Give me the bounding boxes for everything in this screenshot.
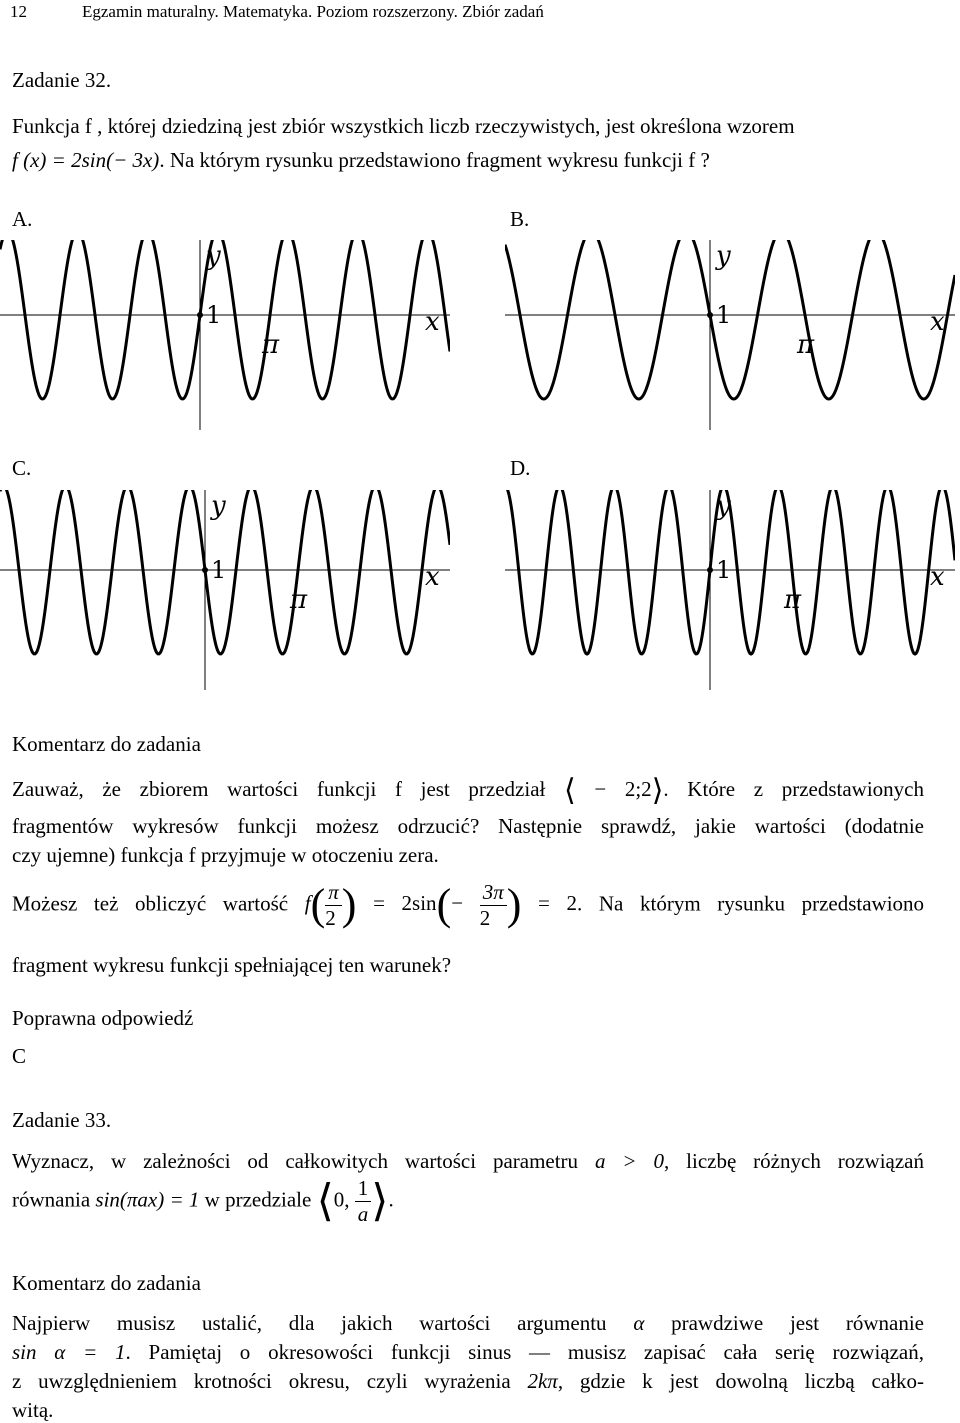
- interval-intro: w przedziale: [204, 1187, 312, 1212]
- pi-label: π: [797, 330, 815, 360]
- unit-label: 1: [206, 301, 222, 329]
- equation: sin(πax) = 1: [95, 1187, 200, 1212]
- unit-dot: [707, 567, 713, 573]
- y-axis-label: y: [206, 241, 221, 271]
- comment-text-b: , gdzie k jest dowolną liczbą całko-: [557, 1369, 924, 1393]
- result: = 2: [538, 891, 578, 916]
- graph-c: [0, 490, 450, 690]
- frac1-den: 2: [325, 906, 336, 930]
- comment-text: z uwzględnieniem krotności okresu, czyli wyrażenia: [12, 1369, 511, 1393]
- interval-frac-den: a: [357, 1202, 369, 1226]
- task-32-answer: C: [12, 1044, 27, 1068]
- pi-label: π: [784, 585, 802, 615]
- condition: a > 0: [594, 1149, 664, 1173]
- option-b-label: B.: [510, 207, 530, 231]
- task-32-comment-line-3: czy ujemne) funkcja f przyjmuje w otoczeniu zera.: [12, 843, 439, 867]
- f-symbol: f: [304, 891, 311, 916]
- unit-label: 1: [716, 556, 732, 584]
- interval: ⟨ − 2;2⟩: [564, 774, 664, 807]
- task-32-comment-line-1: [12, 776, 924, 806]
- comment-l4-text: Możesz też obliczyć wartość: [12, 891, 289, 916]
- task-33-heading: Zadanie 33.: [12, 1108, 112, 1132]
- pi-label: π: [290, 585, 308, 615]
- f-pi-half-expression: f( $\frac{\pi}{2}$ ) = 2sin(− $\frac{3\pi}{2}$ ) = 2: [304, 880, 578, 930]
- task-32-comment-line-4: [12, 882, 924, 929]
- minus-sign: −: [451, 891, 464, 916]
- x-axis-label: x: [930, 307, 945, 337]
- task-32-heading: Zadanie 32.: [12, 68, 112, 92]
- graph-a-svg: [0, 240, 450, 430]
- comment-text: Zauważ, że zbiorem wartości funkcji f jest przedział: [12, 776, 546, 801]
- graph-d-svg: [505, 490, 955, 690]
- frac2-num: 3π: [480, 882, 507, 906]
- comment-text-rest: . Pamiętaj o okresowości funkcji sinus — musisz zapisać cała serię rozwiązań,: [125, 1340, 924, 1364]
- y-axis-label: y: [716, 241, 731, 271]
- interval-frac-num: 1: [355, 1178, 372, 1202]
- graph-a: [0, 240, 450, 430]
- graph-d: [505, 490, 955, 690]
- task-32-comment-line-5: fragment wykresu funkcji spełniającej ten warunek?: [12, 953, 452, 977]
- task-33-comment-line-3: [12, 1369, 924, 1394]
- task-32-comment-line-2: fragmentów wykresów funkcji możesz odrzucić? Następnie sprawdź, jakie wartości (dodatnie: [12, 814, 924, 838]
- pi-label: π: [262, 330, 280, 360]
- unit-dot: [202, 567, 208, 573]
- graph-b-svg: [505, 240, 955, 430]
- unit-dot: [707, 312, 713, 318]
- frac2-den: 2: [479, 906, 491, 930]
- task-32-line-2: [12, 148, 710, 173]
- unit-dot: [197, 312, 203, 318]
- graph-b: [505, 240, 955, 430]
- task-32-line-1: Funkcja f , której dziedziną jest zbiór wszystkich liczb rzeczywistych, jest określona wzorem: [12, 114, 795, 138]
- graph-c-svg: [0, 490, 450, 690]
- interval-value: − 2;2: [594, 776, 652, 801]
- y-axis-label: y: [211, 491, 226, 521]
- sin-alpha-equation: sin α = 1: [12, 1340, 126, 1364]
- running-title: Egzamin maturalny. Matematyka. Poziom rozszerzony. Zbiór zadań: [82, 2, 544, 21]
- task-32-answer-heading: Poprawna odpowiedź: [12, 1006, 194, 1030]
- frac1-num: π: [325, 882, 342, 906]
- comment-l4-rest: . Na którym rysunku przedstawiono: [577, 891, 925, 916]
- unit-label: 1: [716, 301, 732, 329]
- comment-text: Najpierw musisz ustalić, dla jakich wartości argumentu: [12, 1311, 607, 1335]
- x-axis-label: x: [930, 562, 945, 592]
- period-expression: 2kπ: [527, 1369, 558, 1393]
- task-33-comment-line-1: [12, 1311, 924, 1336]
- equation-intro: równania: [12, 1187, 91, 1212]
- task-32-comment-heading: Komentarz do zadania: [12, 732, 201, 756]
- task-33-line-1: [12, 1149, 924, 1174]
- task-32-line-2-rest: . Na którym rysunku przedstawiono fragment wykresu funkcji f ?: [159, 148, 710, 172]
- task-33-line-2: równania sin(πax) = 1 w przedziale ⟨0, $\frac{1}{a}$ ⟩.: [12, 1176, 394, 1226]
- x-axis-label: x: [425, 307, 440, 337]
- task-33-comment-line-2: [12, 1340, 924, 1365]
- comment-text-b: prawdziwe jest równanie: [671, 1311, 925, 1335]
- task-33-text: Wyznacz, w zależności od całkowitych wartości parametru: [12, 1149, 579, 1173]
- option-a-label: A.: [12, 207, 33, 231]
- alpha-symbol: α: [633, 1311, 645, 1335]
- task-33-comment-heading: Komentarz do zadania: [12, 1271, 201, 1295]
- option-d-label: D.: [510, 456, 531, 480]
- interval-left: 0,: [333, 1187, 350, 1212]
- unit-label: 1: [211, 556, 227, 584]
- sin-part: = 2sin: [373, 891, 437, 916]
- task-33-text-b: , liczbę różnych rozwiązań: [663, 1149, 925, 1173]
- x-axis-label: x: [425, 562, 440, 592]
- y-axis-label: y: [716, 491, 731, 521]
- task-33-comment-line-4: witą.: [12, 1398, 54, 1422]
- sine-curve: [0, 240, 450, 399]
- task-32-formula: f (x) = 2sin(− 3x): [12, 148, 160, 172]
- option-c-label: C.: [12, 456, 32, 480]
- page-number: 12: [10, 2, 27, 21]
- comment-text-b: . Które z przedstawionych: [663, 776, 924, 801]
- period: .: [388, 1187, 394, 1212]
